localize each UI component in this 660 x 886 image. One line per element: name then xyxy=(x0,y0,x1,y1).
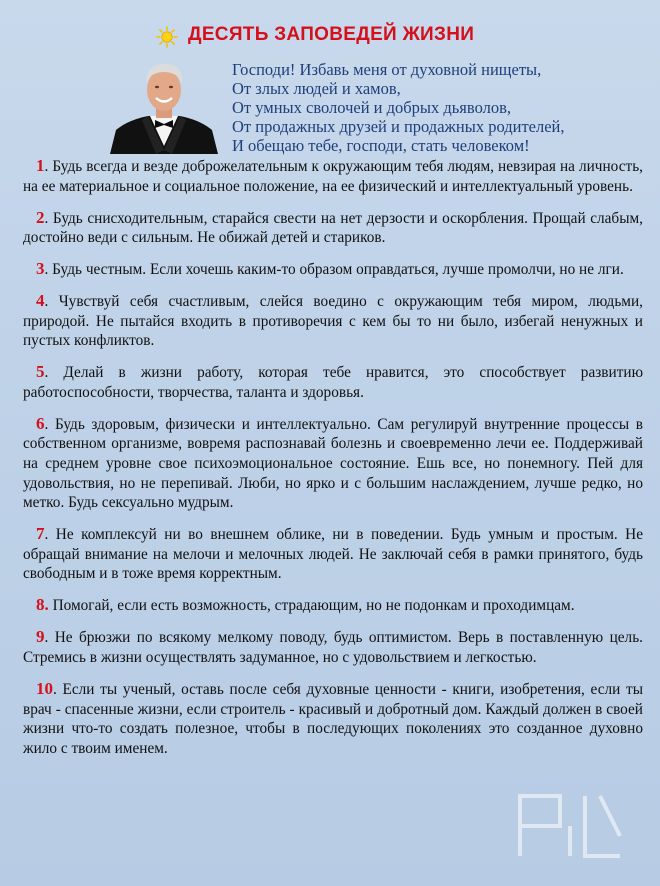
commandment-9 xyxy=(23,627,643,667)
commandment-text: . Не брюзжи по всякому мелкому поводу, будь оптимистом. Верь в поставленную цель. Стремись в жизни осуществлять задуманное, но с удовольствием и легкостью. xyxy=(23,629,643,666)
commandment-number: 8. xyxy=(36,595,49,615)
commandment-text: . Делай в жизни работу, которая тебе нравится, это способствует развитию работоспособности, творчества, таланта и здоровья. xyxy=(23,364,643,401)
commandment-text: . Будь всегда и везде доброжелательным к окружающим тебя людям, невзирая на личность, на ее материальное и социальное положение, на ее физический и интеллектуальный уровень. xyxy=(23,158,643,195)
commandment-7 xyxy=(23,524,643,584)
sun-icon xyxy=(156,26,178,48)
commandment-text: . Если ты ученый, оставь после себя духовные ценности - книги, изобретения, если ты врач - спасенные жизни, если строитель - красивый и добротный дом. Каждый должен в своей жизни что-то создать полезное, чтобы в последующих поколениях это созданное духовно жило с твоим именем. xyxy=(23,680,643,757)
commandment-number: 2 xyxy=(36,207,45,227)
commandment-text: Помогай, если есть возможность, страдающим, но не подонкам и проходимцам. xyxy=(48,597,575,615)
poem-line: От умных сволочей и добрых дьяволов, xyxy=(232,98,512,117)
poem xyxy=(232,60,565,155)
commandment-number: 9 xyxy=(36,627,45,647)
portrait-image xyxy=(106,54,222,154)
watermark-logo xyxy=(500,776,640,866)
commandments-list xyxy=(23,156,643,770)
page-title: ДЕСЯТЬ ЗАПОВЕДЕЙ ЖИЗНИ xyxy=(188,24,475,45)
commandment-number: 3 xyxy=(36,259,45,279)
commandment-5 xyxy=(23,362,643,402)
commandment-number: 4 xyxy=(36,291,45,311)
commandment-1 xyxy=(23,156,643,196)
commandment-text: . Не комплексуй ни во внешнем облике, ни в поведении. Будь умным и простым. Не обращай внимание на мелочи и мелочных людей. Не заключай себя в рамки принятого, будь свободным и в тоже время корректным. xyxy=(23,526,643,583)
commandment-text: . Чувствуй себя счастливым, слейся воедино с окружающим тебя миром, людьми, природой. Не пытайся входить в противоречия с кем бы то ни было, избегай ненужных и пустых конфликтов. xyxy=(23,293,643,350)
header xyxy=(0,0,660,160)
commandment-6 xyxy=(23,414,643,513)
commandment-8 xyxy=(23,595,643,616)
poem-line: И обещаю тебе, господи, стать человеком! xyxy=(232,136,530,155)
commandment-text: . Будь честным. Если хочешь каким-то образом оправдаться, лучше промолчи, но не лги. xyxy=(44,261,624,279)
commandment-number: 10 xyxy=(36,678,53,698)
poem-line: От злых людей и хамов, xyxy=(232,79,401,98)
commandment-number: 6 xyxy=(36,413,45,433)
poem-line: Господи! Избавь меня от духовной нищеты, xyxy=(232,60,542,79)
commandment-number: 7 xyxy=(36,524,45,544)
commandment-4 xyxy=(23,291,643,351)
commandment-number: 1 xyxy=(36,156,45,175)
commandment-3 xyxy=(23,259,643,280)
commandment-2 xyxy=(23,208,643,248)
commandment-text: . Будь снисходительным, старайся свести на нет дерзости и оскорбления. Прощай слабым, достойно веди с сильным. Не обижай детей и стариков. xyxy=(23,209,643,247)
commandment-10 xyxy=(23,679,643,758)
commandment-text: . Будь здоровым, физически и интеллектуально. Сам регулируй внутренние процессы в собственном организме, вовремя распознавай болезнь и своевременно лечи ее. Поддерживай на среднем уровне свое психоэмоциональное состояние. Ешь все, но понемногу. Пей для удовольствия, но не перепивай. Люби, но ярко и с большим наслаждением, лучше редко, но метко. Будь сексуально мудрым. xyxy=(23,415,643,512)
commandment-number: 5 xyxy=(36,362,45,382)
poem-line: От продажных друзей и продажных родителей, xyxy=(232,117,565,136)
